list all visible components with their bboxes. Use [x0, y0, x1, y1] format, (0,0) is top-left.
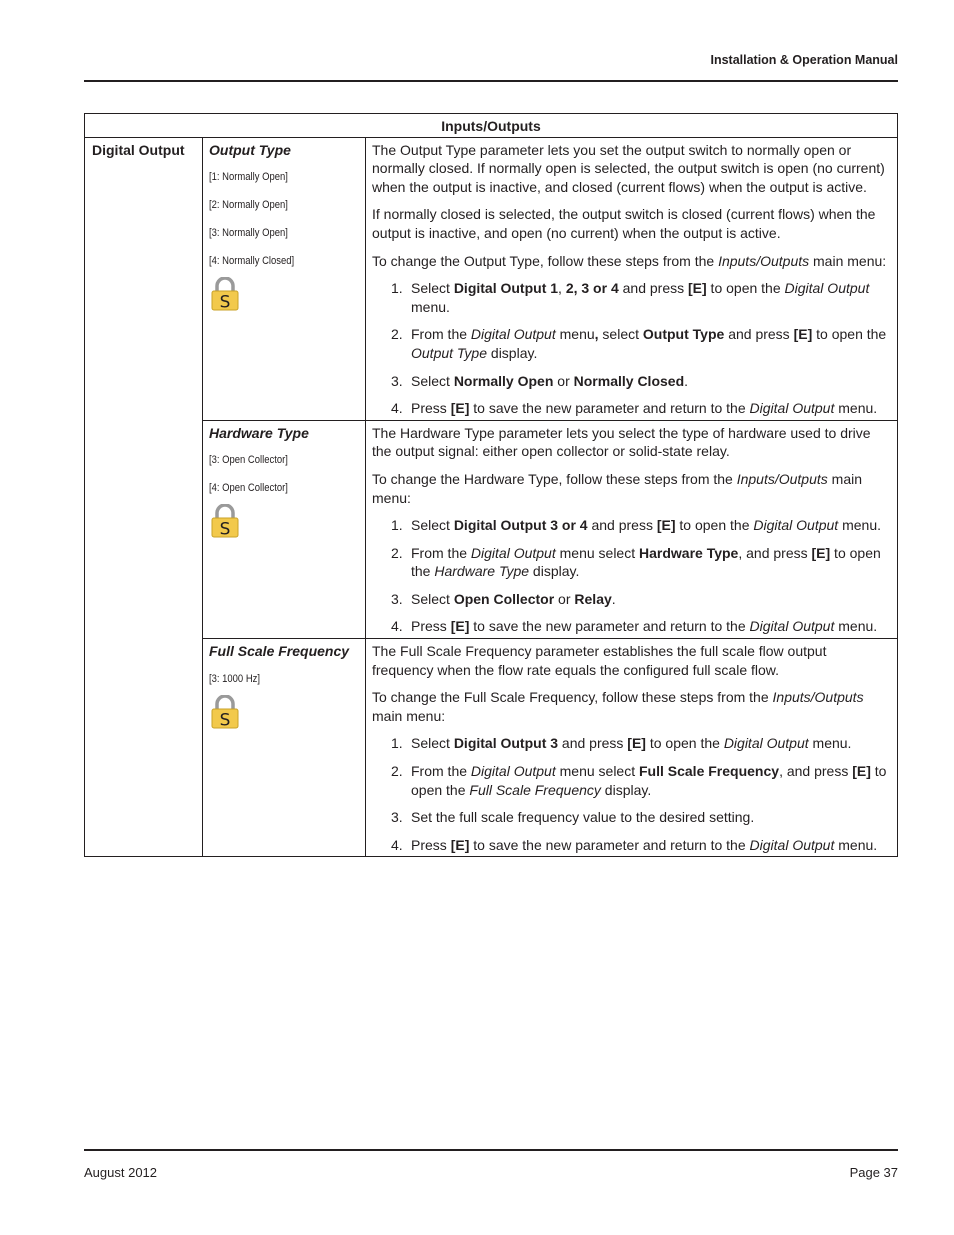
- text-run: ,: [558, 280, 566, 297]
- text-run: Select: [411, 517, 454, 534]
- text-run: Inputs/Outputs: [772, 689, 864, 706]
- text-run: Relay: [574, 590, 612, 607]
- description-paragraph: If normally closed is selected, the output switch is closed (current flows) when the output is inactive, and open (no current) when the output is active.: [372, 206, 876, 241]
- footer-date: August 2012: [84, 1165, 158, 1180]
- text-run: Digital Output: [749, 618, 835, 635]
- option-value: [1: Normally Open]: [209, 171, 288, 184]
- description-paragraph: The Output Type parameter lets you set the output switch to normally open or normally closed. If normally open is selected, the output switch is open (no current) when the output is inactive, and closed (current flows) when the output is active.: [372, 141, 885, 195]
- text-run: [E]: [811, 544, 831, 561]
- step-number: 3.: [391, 590, 403, 607]
- text-run: Inputs/Outputs: [718, 252, 810, 269]
- lock-s-icon: [209, 504, 241, 538]
- step-item: [372, 279, 891, 316]
- param-row: [85, 137, 898, 420]
- step-number: 3.: [391, 809, 403, 826]
- step-item: [372, 399, 891, 418]
- param-title: Hardware Type: [209, 424, 309, 441]
- param-cell: [203, 420, 366, 638]
- lock-letter: S: [219, 710, 231, 729]
- text-run: to save the new parameter and return to the: [469, 618, 750, 635]
- option-value: [4: Open Collector]: [209, 482, 288, 495]
- text-run: Digital Output: [470, 326, 556, 343]
- step-item: [372, 590, 891, 609]
- text-run: Digital Output: [749, 836, 835, 853]
- step-number: 2.: [391, 763, 403, 780]
- text-run: select: [598, 326, 643, 343]
- text-run: .: [611, 590, 616, 607]
- group-label: Digital Output: [85, 137, 203, 857]
- text-run: [E]: [852, 763, 871, 780]
- step-item: [372, 516, 891, 535]
- description-paragraph: [372, 470, 891, 507]
- text-run: Digital Output 3: [453, 735, 559, 752]
- step-number: 2.: [391, 326, 403, 343]
- step-number: 1.: [391, 735, 403, 752]
- text-run: main menu:: [372, 470, 863, 506]
- text-run: Digital Output: [723, 735, 809, 752]
- description-paragraph: The Hardware Type parameter lets you select the type of hardware used to drive the output signal: either open collector or solid-state relay.: [372, 424, 871, 460]
- step-number: 4.: [391, 836, 403, 853]
- text-run: [E]: [450, 836, 470, 853]
- option-value: [3: Normally Open]: [209, 227, 288, 240]
- text-run: , and press: [738, 544, 812, 561]
- description-cell: [366, 639, 898, 857]
- text-run: Inputs/Outputs: [736, 470, 828, 487]
- text-run: or: [553, 372, 574, 389]
- text-run: Normally Open: [453, 372, 554, 389]
- text-run: Set the full scale frequency value to the desired setting.: [411, 809, 755, 826]
- step-number: 4.: [391, 400, 403, 417]
- description-paragraph: [372, 252, 891, 271]
- text-run: Full Scale Frequency: [639, 763, 780, 780]
- step-number: 1.: [391, 280, 403, 297]
- text-run: Digital Output: [470, 544, 556, 561]
- text-run: From the: [411, 763, 471, 780]
- lock-letter: S: [219, 519, 231, 539]
- text-run: , and press: [779, 763, 853, 780]
- text-run: Hardware Type: [639, 544, 739, 561]
- footer-rule: [84, 1149, 898, 1151]
- text-run: 2, 3 or 4: [565, 280, 619, 297]
- param-row: [85, 639, 898, 857]
- step-item: [372, 836, 891, 855]
- text-run: to open the: [645, 735, 724, 752]
- text-run: [E]: [627, 735, 646, 752]
- text-run: menu.: [834, 618, 878, 635]
- text-run: Output Type: [642, 326, 725, 343]
- text-run: Open Collector: [453, 590, 555, 607]
- text-run: to save the new parameter and return to the: [469, 836, 750, 853]
- description-paragraph: [372, 688, 891, 725]
- step-item: [372, 617, 891, 636]
- steps-list: [372, 734, 891, 854]
- param-title: Full Scale Frequency: [209, 643, 350, 660]
- text-run: From the: [411, 544, 471, 561]
- manual-title: Installation & Operation Manual: [710, 53, 898, 67]
- text-run: Digital Output: [749, 400, 835, 417]
- step-number: 1.: [391, 517, 403, 534]
- param-cell: [203, 639, 366, 857]
- header-rule: [84, 80, 898, 82]
- text-run: [E]: [793, 326, 813, 343]
- step-item: [372, 762, 891, 799]
- text-run: main menu:: [809, 252, 887, 269]
- table-heading: Inputs/Outputs: [85, 114, 898, 138]
- text-run: to open the: [411, 544, 881, 580]
- text-run: to save the new parameter and return to the: [469, 400, 750, 417]
- step-number: 2.: [391, 544, 403, 561]
- step-item: [372, 325, 891, 362]
- text-run: .: [684, 372, 689, 389]
- text-run: Full Scale Frequency: [469, 781, 601, 798]
- text-run: From the: [411, 326, 471, 343]
- text-run: Select: [411, 735, 454, 752]
- text-run: to open the: [411, 763, 887, 798]
- text-run: Press: [411, 618, 451, 635]
- text-run: main menu:: [372, 707, 446, 724]
- lock-s-icon: [209, 277, 241, 311]
- inputs-outputs-table: [84, 113, 898, 857]
- text-run: to open the: [706, 280, 785, 297]
- text-run: Select: [411, 372, 454, 389]
- param-cell: [203, 137, 366, 420]
- text-run: Normally Closed: [573, 372, 685, 389]
- text-run: Digital Output: [784, 280, 870, 297]
- text-run: Output Type: [411, 344, 488, 361]
- text-run: to open the: [675, 517, 754, 534]
- description-paragraph: The Full Scale Frequency parameter establishes the full scale flow output frequency when the flow rate equals the configured full scale flow.: [372, 643, 827, 678]
- step-number: 4.: [391, 618, 403, 635]
- text-run: and press: [618, 280, 688, 297]
- text-run: menu.: [808, 735, 852, 752]
- text-run: or: [554, 590, 575, 607]
- text-run: and press: [724, 326, 794, 343]
- text-run: menu: [555, 326, 595, 343]
- text-run: menu.: [411, 298, 450, 315]
- text-run: [E]: [450, 400, 470, 417]
- text-run: To change the Output Type, follow these steps from the: [372, 252, 719, 269]
- param-row: [85, 420, 898, 638]
- description-cell: [366, 137, 898, 420]
- step-item: [372, 734, 891, 753]
- text-run: Press: [411, 400, 451, 417]
- text-run: Digital Output: [753, 517, 839, 534]
- text-run: Select: [411, 280, 454, 297]
- step-item: [372, 544, 891, 581]
- text-run: Hardware Type: [434, 563, 530, 580]
- lock-s-icon: [209, 695, 241, 729]
- text-run: to open the: [812, 326, 887, 343]
- step-item: [372, 372, 891, 391]
- text-run: Select: [411, 590, 454, 607]
- text-run: and press: [587, 517, 657, 534]
- text-run: Press: [411, 836, 451, 853]
- param-title: Output Type: [209, 141, 291, 158]
- option-value: [4: Normally Closed]: [209, 255, 295, 268]
- text-run: [E]: [688, 280, 707, 297]
- steps-list: [372, 516, 891, 636]
- text-run: and press: [558, 735, 628, 752]
- text-run: Digital Output 1: [453, 280, 559, 297]
- text-run: menu select: [555, 544, 639, 561]
- text-run: display.: [600, 781, 652, 798]
- text-run: ,: [594, 326, 599, 343]
- step-item: [372, 808, 891, 827]
- text-run: menu select: [555, 763, 639, 780]
- text-run: To change the Hardware Type, follow these steps from the: [372, 470, 737, 487]
- text-run: display.: [529, 563, 580, 580]
- option-value: [3: Open Collector]: [209, 454, 288, 467]
- text-run: menu.: [838, 517, 882, 534]
- lock-letter: S: [219, 292, 231, 312]
- text-run: To change the Full Scale Frequency, follow these steps from the: [372, 689, 773, 706]
- step-number: 3.: [391, 372, 403, 389]
- description-cell: [366, 420, 898, 638]
- text-run: [E]: [450, 618, 470, 635]
- option-value: [2: Normally Open]: [209, 199, 288, 212]
- text-run: menu.: [834, 400, 878, 417]
- steps-list: [372, 279, 891, 418]
- text-run: display.: [487, 344, 538, 361]
- page-number: Page 37: [849, 1165, 898, 1180]
- text-run: Digital Output: [470, 763, 556, 780]
- text-run: Digital Output 3 or 4: [453, 517, 588, 534]
- option-value: [3: 1000 Hz]: [209, 672, 261, 685]
- text-run: menu.: [834, 836, 878, 853]
- text-run: [E]: [656, 517, 676, 534]
